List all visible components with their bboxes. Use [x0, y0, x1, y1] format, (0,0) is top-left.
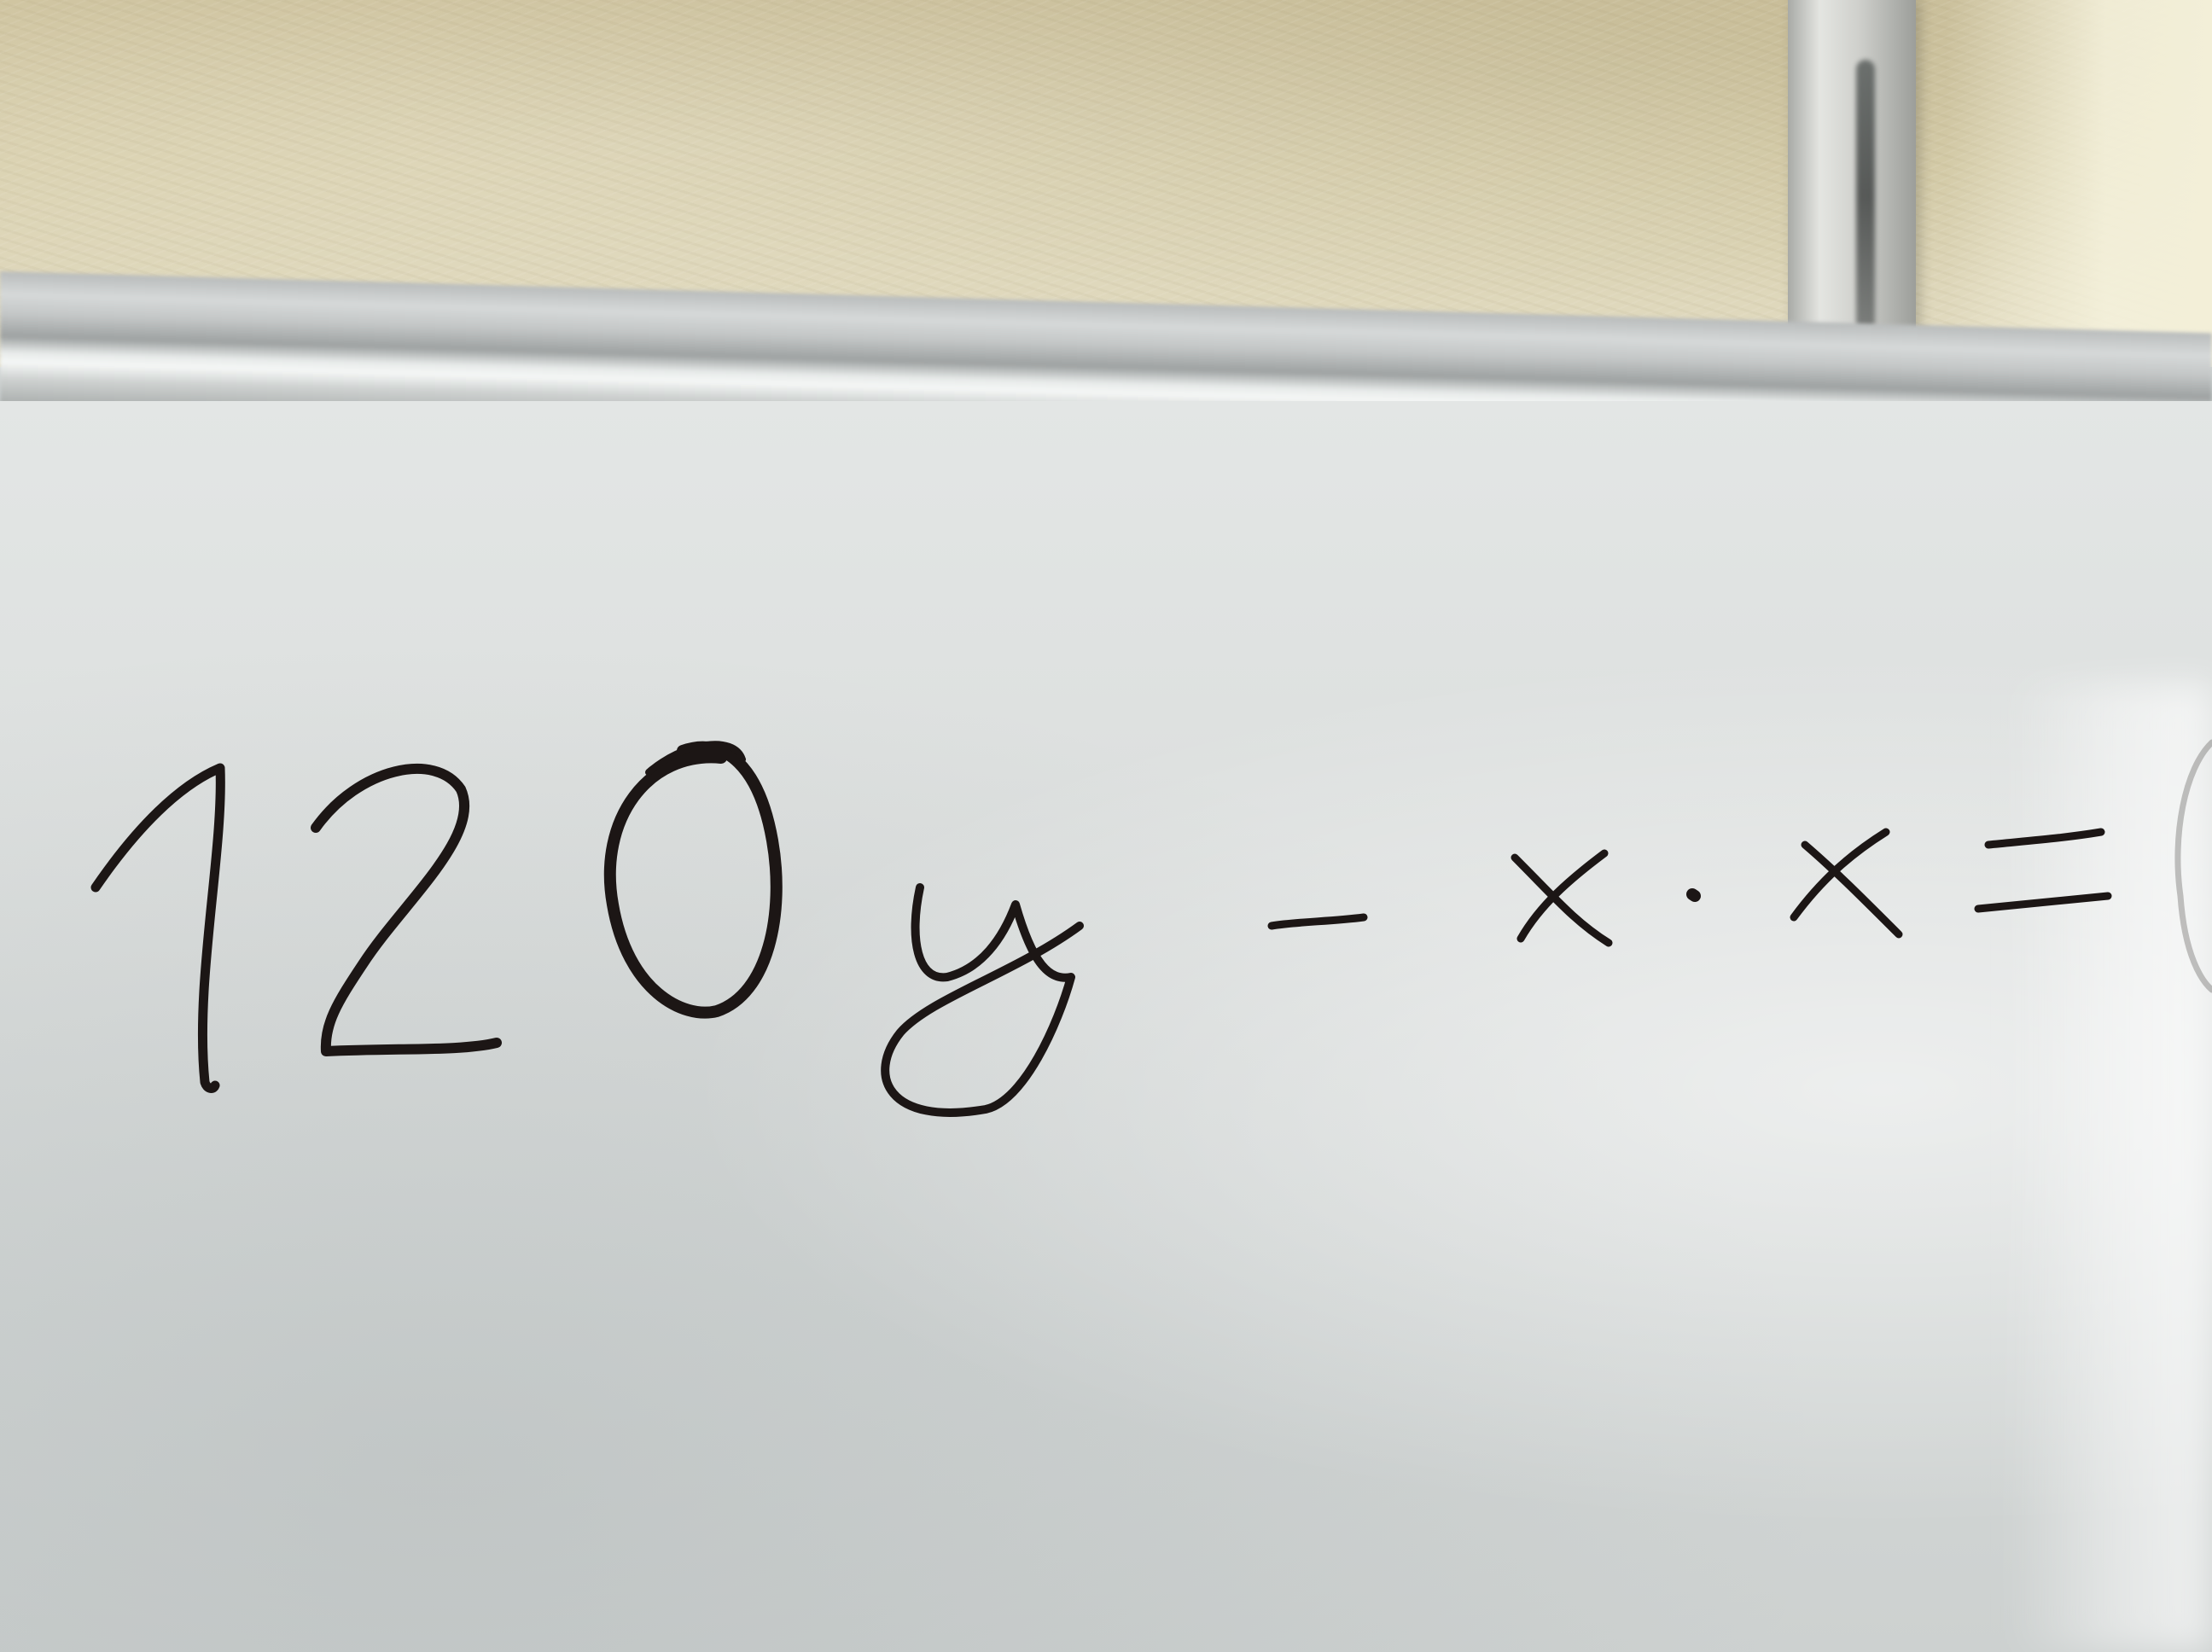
digit-1 — [96, 768, 220, 1088]
partial-character — [2178, 742, 2212, 990]
digit-2 — [316, 769, 497, 1051]
equals-bottom — [1978, 896, 2108, 909]
minus-sign — [1272, 917, 1364, 926]
multiplication-dot — [1692, 894, 1695, 896]
digit-0 — [610, 747, 777, 1013]
equals-top — [1988, 832, 2101, 845]
letter-y — [885, 887, 1080, 1113]
letter-x-1-stroke2 — [1521, 853, 1604, 939]
